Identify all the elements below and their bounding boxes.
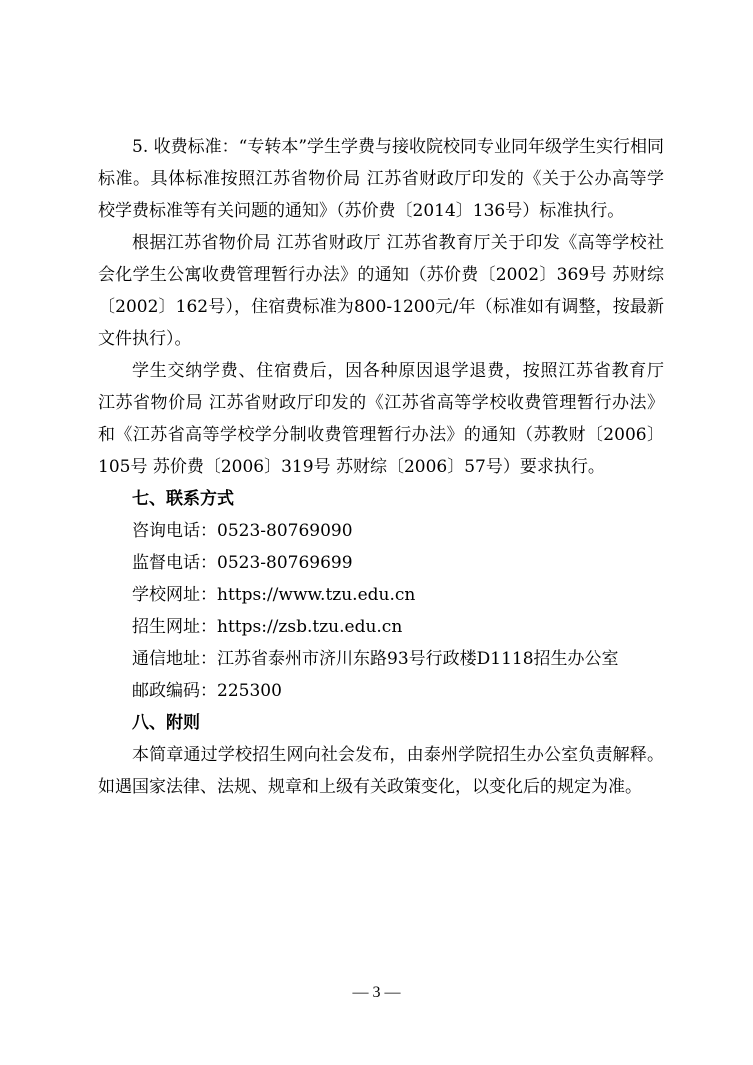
fee-standard-paragraph: 5. 收费标准：“专转本”学生学费与接收院校同专业同年级学生实行相同标准。具体标准按照江苏省物价局 江苏省财政厅印发的《关于公办高等学校学费标准等有关问题的通知》（苏价费〔2014〕136号）标准执行。 [98,137,665,221]
section8-heading: 八、附则 [132,713,200,733]
section8-text: 本简章通过学校招生网向社会发布，由泰州学院招生办公室负责解释。如遇国家法律、法规、规章和上级有关政策变化，以变化后的规定为准。 [98,745,664,797]
section7-heading: 七、联系方式 [132,489,234,509]
admission-website: 招生网址：https://zsb.tzu.edu.cn [132,617,403,637]
refund-paragraph: 学生交纳学费、住宿费后，因各种原因退学退费，按照江苏省教育厅 江苏省物价局 江苏省财政厅印发的《江苏省高等学校收费管理暂行办法》和《江苏省高等学校学分制收费管理暂行办法》的通知（苏教财〔2006〕105号 苏价费〔2006〕319号 苏财综〔2006〕57号）要求执行。 [98,361,664,477]
consult-phone: 咨询电话：0523-80769090 [132,521,353,541]
school-website: 学校网址：https://www.tzu.edu.cn [132,585,416,605]
dormitory-fee-paragraph: 根据江苏省物价局 江苏省财政厅 江苏省教育厅关于印发《高等学校社会化学生公寓收费管理暂行办法》的通知（苏价费〔2002〕369号 苏财综〔2002〕162号），住宿费标准为800-1200元/年（标准如有调整，按最新文件执行）。 [98,233,664,349]
mailing-address: 通信地址：江苏省泰州市济川东路93号行政楼D1118招生办公室 [132,649,619,669]
postcode: 邮政编码：225300 [132,681,282,701]
page-number: — 3 — [352,984,401,1001]
supervise-phone: 监督电话：0523-80769699 [132,553,353,573]
page-content [98,131,664,803]
